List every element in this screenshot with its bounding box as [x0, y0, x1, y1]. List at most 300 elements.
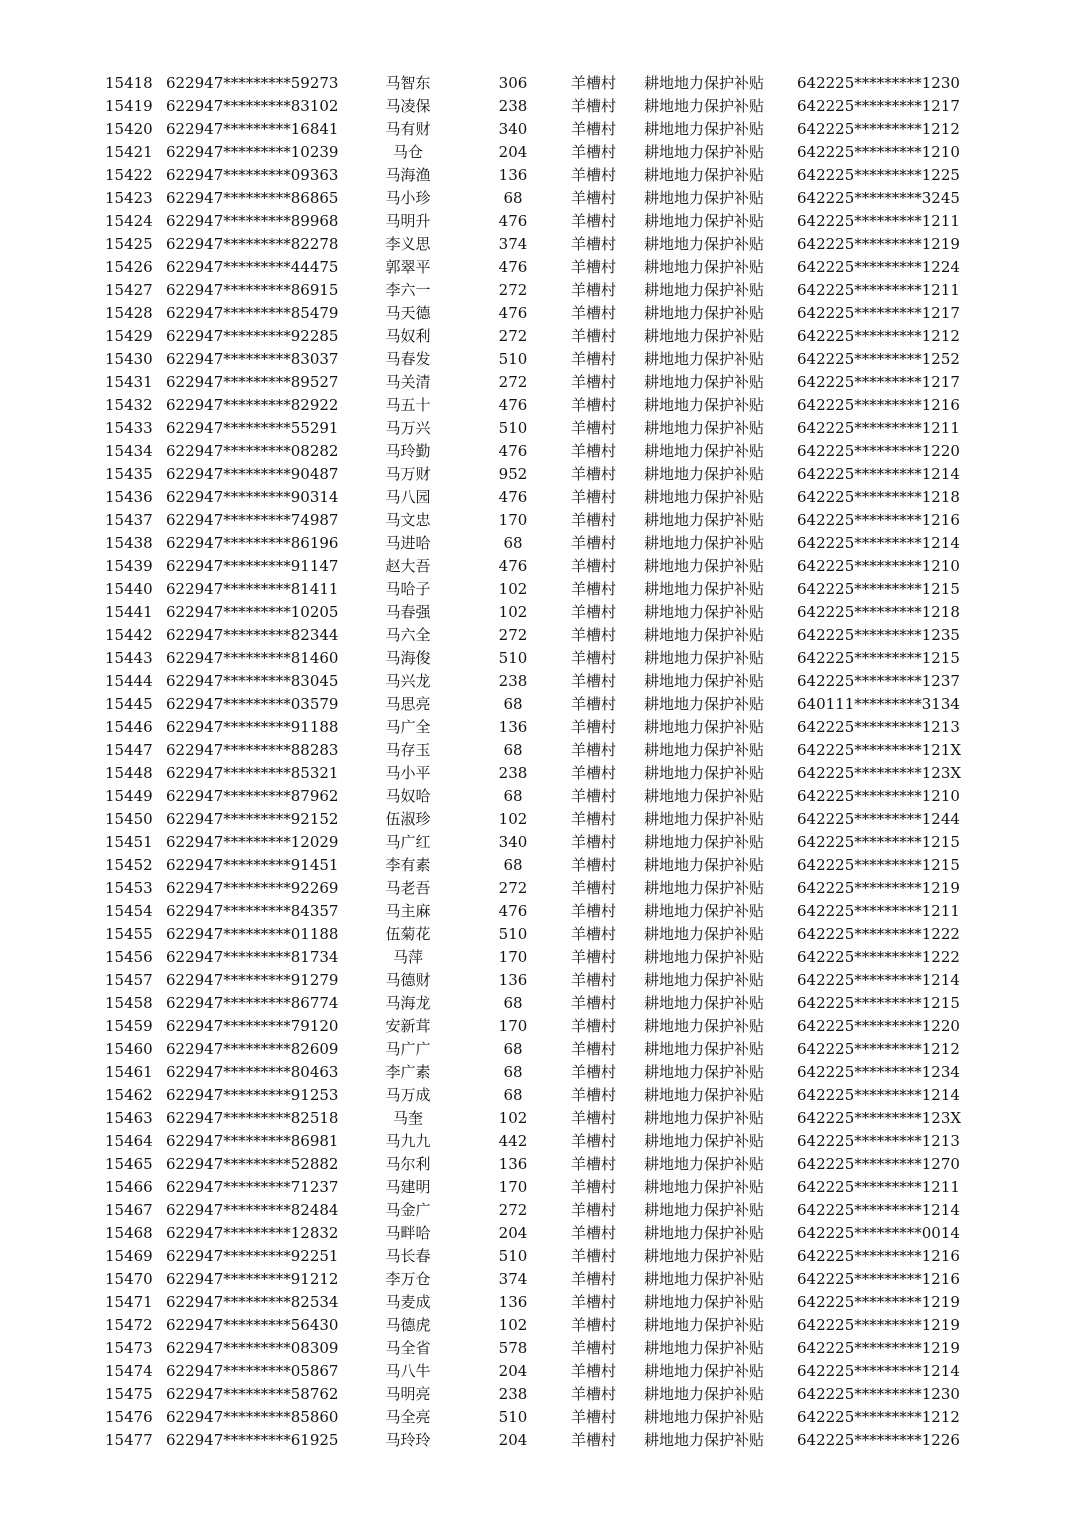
subsidy-type-cell: 耕地地力保护补贴 [644, 1109, 765, 1127]
table-row [0, 1429, 1074, 1452]
id-number-cell: 642225*********1222 [797, 948, 960, 966]
amount-cell: 272 [498, 879, 528, 897]
village-cell: 羊槽村 [571, 626, 617, 644]
table-row [0, 233, 1074, 256]
table-row [0, 1383, 1074, 1406]
row-number-cell: 15443 [105, 649, 153, 667]
village-cell: 羊槽村 [571, 143, 617, 161]
amount-cell: 204 [498, 1362, 528, 1380]
amount-cell: 102 [498, 1316, 528, 1334]
id-number-cell: 642225*********1214 [797, 971, 960, 989]
row-number-cell: 15425 [105, 235, 153, 253]
table-row [0, 670, 1074, 693]
amount-cell: 68 [503, 787, 523, 805]
subsidy-type-cell: 耕地地力保护补贴 [644, 166, 765, 184]
village-cell: 羊槽村 [571, 1408, 617, 1426]
amount-cell: 476 [498, 304, 528, 322]
village-cell: 羊槽村 [571, 396, 617, 414]
amount-cell: 238 [498, 672, 528, 690]
id-number-cell: 642225*********1211 [797, 1178, 960, 1196]
table-row [0, 371, 1074, 394]
row-number-cell: 15430 [105, 350, 153, 368]
name-cell: 马长春 [385, 1247, 431, 1265]
subsidy-type-cell: 耕地地力保护补贴 [644, 1086, 765, 1104]
id-number-cell: 642225*********1230 [797, 74, 960, 92]
amount-cell: 170 [498, 1178, 528, 1196]
subsidy-type-cell: 耕地地力保护补贴 [644, 465, 765, 483]
table-row [0, 1176, 1074, 1199]
account-cell: 622947*********86774 [166, 994, 339, 1012]
village-cell: 羊槽村 [571, 1109, 617, 1127]
table-row [0, 1153, 1074, 1176]
subsidy-type-cell: 耕地地力保护补贴 [644, 212, 765, 230]
village-cell: 羊槽村 [571, 649, 617, 667]
id-number-cell: 642225*********1211 [797, 902, 960, 920]
table-row [0, 1245, 1074, 1268]
subsidy-type-cell: 耕地地力保护补贴 [644, 281, 765, 299]
name-cell: 伍菊花 [385, 925, 431, 943]
row-number-cell: 15455 [105, 925, 153, 943]
village-cell: 羊槽村 [571, 948, 617, 966]
amount-cell: 952 [498, 465, 528, 483]
subsidy-type-cell: 耕地地力保护补贴 [644, 1293, 765, 1311]
table-row [0, 785, 1074, 808]
table-row [0, 256, 1074, 279]
account-cell: 622947*********59273 [166, 74, 339, 92]
table-row [0, 440, 1074, 463]
id-number-cell: 642225*********1216 [797, 1270, 960, 1288]
village-cell: 羊槽村 [571, 718, 617, 736]
amount-cell: 204 [498, 1431, 528, 1449]
amount-cell: 374 [498, 1270, 528, 1288]
account-cell: 622947*********10239 [166, 143, 339, 161]
amount-cell: 136 [498, 1293, 528, 1311]
id-number-cell: 642225*********1217 [797, 97, 960, 115]
village-cell: 羊槽村 [571, 74, 617, 92]
account-cell: 622947*********90314 [166, 488, 339, 506]
table-row [0, 946, 1074, 969]
account-cell: 622947*********91279 [166, 971, 339, 989]
row-number-cell: 15465 [105, 1155, 153, 1173]
row-number-cell: 15450 [105, 810, 153, 828]
name-cell: 马凌保 [385, 97, 431, 115]
id-number-cell: 642225*********1220 [797, 1017, 960, 1035]
id-number-cell: 642225*********1222 [797, 925, 960, 943]
row-number-cell: 15429 [105, 327, 153, 345]
table-row [0, 394, 1074, 417]
amount-cell: 272 [498, 626, 528, 644]
account-cell: 622947*********92269 [166, 879, 339, 897]
village-cell: 羊槽村 [571, 97, 617, 115]
amount-cell: 510 [498, 1408, 528, 1426]
account-cell: 622947*********82534 [166, 1293, 339, 1311]
id-number-cell: 642225*********1214 [797, 1201, 960, 1219]
table-row [0, 1061, 1074, 1084]
name-cell: 马麦成 [385, 1293, 431, 1311]
name-cell: 马建明 [385, 1178, 431, 1196]
village-cell: 羊槽村 [571, 672, 617, 690]
amount-cell: 510 [498, 649, 528, 667]
account-cell: 622947*********03579 [166, 695, 339, 713]
amount-cell: 476 [498, 212, 528, 230]
village-cell: 羊槽村 [571, 1040, 617, 1058]
name-cell: 马玲玲 [385, 1431, 431, 1449]
amount-cell: 204 [498, 143, 528, 161]
name-cell: 马存玉 [385, 741, 431, 759]
account-cell: 622947*********81411 [166, 580, 339, 598]
account-cell: 622947*********92152 [166, 810, 339, 828]
id-number-cell: 642225*********1214 [797, 534, 960, 552]
row-number-cell: 15440 [105, 580, 153, 598]
name-cell: 马广红 [385, 833, 431, 851]
subsidy-type-cell: 耕地地力保护补贴 [644, 994, 765, 1012]
amount-cell: 510 [498, 350, 528, 368]
village-cell: 羊槽村 [571, 442, 617, 460]
subsidy-type-cell: 耕地地力保护补贴 [644, 1431, 765, 1449]
id-number-cell: 642225*********1225 [797, 166, 960, 184]
id-number-cell: 642225*********1216 [797, 1247, 960, 1265]
subsidy-type-cell: 耕地地力保护补贴 [644, 971, 765, 989]
account-cell: 622947*********91188 [166, 718, 339, 736]
table-row [0, 187, 1074, 210]
table-row [0, 1015, 1074, 1038]
village-cell: 羊槽村 [571, 833, 617, 851]
row-number-cell: 15446 [105, 718, 153, 736]
account-cell: 622947*********09363 [166, 166, 339, 184]
amount-cell: 476 [498, 396, 528, 414]
row-number-cell: 15445 [105, 695, 153, 713]
table-row [0, 279, 1074, 302]
subsidy-type-cell: 耕地地力保护补贴 [644, 948, 765, 966]
name-cell: 马主麻 [385, 902, 431, 920]
table-row [0, 1038, 1074, 1061]
name-cell: 马万财 [385, 465, 431, 483]
amount-cell: 136 [498, 971, 528, 989]
subsidy-type-cell: 耕地地力保护补贴 [644, 1270, 765, 1288]
row-number-cell: 15438 [105, 534, 153, 552]
village-cell: 羊槽村 [571, 994, 617, 1012]
account-cell: 622947*********83045 [166, 672, 339, 690]
name-cell: 伍淑珍 [385, 810, 431, 828]
id-number-cell: 642225*********123X [797, 1109, 962, 1127]
village-cell: 羊槽村 [571, 419, 617, 437]
amount-cell: 170 [498, 511, 528, 529]
account-cell: 622947*********92285 [166, 327, 339, 345]
row-number-cell: 15431 [105, 373, 153, 391]
id-number-cell: 642225*********1214 [797, 1362, 960, 1380]
village-cell: 羊槽村 [571, 235, 617, 253]
account-cell: 622947*********16841 [166, 120, 339, 138]
account-cell: 622947*********86196 [166, 534, 339, 552]
table-row [0, 624, 1074, 647]
table-row [0, 463, 1074, 486]
row-number-cell: 15461 [105, 1063, 153, 1081]
row-number-cell: 15468 [105, 1224, 153, 1242]
id-number-cell: 642225*********1226 [797, 1431, 960, 1449]
table-row [0, 854, 1074, 877]
account-cell: 622947*********08282 [166, 442, 339, 460]
id-number-cell: 642225*********1218 [797, 603, 960, 621]
name-cell: 马萍 [392, 948, 423, 966]
village-cell: 羊槽村 [571, 304, 617, 322]
name-cell: 马五十 [385, 396, 431, 414]
subsidy-type-cell: 耕地地力保护补贴 [644, 603, 765, 621]
subsidy-type-cell: 耕地地力保护补贴 [644, 327, 765, 345]
subsidy-type-cell: 耕地地力保护补贴 [644, 419, 765, 437]
row-number-cell: 15422 [105, 166, 153, 184]
account-cell: 622947*********82278 [166, 235, 339, 253]
row-number-cell: 15471 [105, 1293, 153, 1311]
row-number-cell: 15434 [105, 442, 153, 460]
id-number-cell: 642225*********1244 [797, 810, 960, 828]
subsidy-type-cell: 耕地地力保护补贴 [644, 649, 765, 667]
row-number-cell: 15420 [105, 120, 153, 138]
amount-cell: 306 [498, 74, 528, 92]
village-cell: 羊槽村 [571, 1270, 617, 1288]
table-row [0, 601, 1074, 624]
account-cell: 622947*********82344 [166, 626, 339, 644]
subsidy-type-cell: 耕地地力保护补贴 [644, 1224, 765, 1242]
amount-cell: 68 [503, 1040, 523, 1058]
account-cell: 622947*********85321 [166, 764, 339, 782]
subsidy-type-cell: 耕地地力保护补贴 [644, 902, 765, 920]
subsidy-type-cell: 耕地地力保护补贴 [644, 396, 765, 414]
id-number-cell: 642225*********1215 [797, 994, 960, 1012]
subsidy-type-cell: 耕地地力保护补贴 [644, 1040, 765, 1058]
account-cell: 622947*********79120 [166, 1017, 339, 1035]
village-cell: 羊槽村 [571, 212, 617, 230]
village-cell: 羊槽村 [571, 166, 617, 184]
name-cell: 马德财 [385, 971, 431, 989]
amount-cell: 238 [498, 764, 528, 782]
name-cell: 马玲勤 [385, 442, 431, 460]
table-row [0, 1314, 1074, 1337]
row-number-cell: 15432 [105, 396, 153, 414]
village-cell: 羊槽村 [571, 327, 617, 345]
id-number-cell: 642225*********1210 [797, 787, 960, 805]
row-number-cell: 15476 [105, 1408, 153, 1426]
name-cell: 马海渔 [385, 166, 431, 184]
id-number-cell: 642225*********1215 [797, 856, 960, 874]
amount-cell: 102 [498, 810, 528, 828]
row-number-cell: 15433 [105, 419, 153, 437]
account-cell: 622947*********82484 [166, 1201, 339, 1219]
account-cell: 622947*********08309 [166, 1339, 339, 1357]
amount-cell: 272 [498, 1201, 528, 1219]
id-number-cell: 642225*********1212 [797, 1408, 960, 1426]
account-cell: 622947*********61925 [166, 1431, 339, 1449]
id-number-cell: 642225*********1218 [797, 488, 960, 506]
subsidy-type-cell: 耕地地力保护补贴 [644, 1247, 765, 1265]
table-row [0, 1291, 1074, 1314]
table-row [0, 693, 1074, 716]
row-number-cell: 15467 [105, 1201, 153, 1219]
subsidy-type-cell: 耕地地力保护补贴 [644, 856, 765, 874]
row-number-cell: 15441 [105, 603, 153, 621]
subsidy-type-cell: 耕地地力保护补贴 [644, 557, 765, 575]
amount-cell: 340 [498, 120, 528, 138]
table-row [0, 578, 1074, 601]
table-row [0, 141, 1074, 164]
subsidy-type-cell: 耕地地力保护补贴 [644, 925, 765, 943]
id-number-cell: 642225*********1213 [797, 1132, 960, 1150]
village-cell: 羊槽村 [571, 1017, 617, 1035]
id-number-cell: 642225*********123X [797, 764, 962, 782]
name-cell: 李六一 [385, 281, 431, 299]
id-number-cell: 642225*********1252 [797, 350, 960, 368]
name-cell: 李广素 [385, 1063, 431, 1081]
subsidy-table [0, 72, 1074, 1452]
row-number-cell: 15454 [105, 902, 153, 920]
subsidy-type-cell: 耕地地力保护补贴 [644, 97, 765, 115]
account-cell: 622947*********90487 [166, 465, 339, 483]
name-cell: 马德虎 [385, 1316, 431, 1334]
subsidy-type-cell: 耕地地力保护补贴 [644, 1132, 765, 1150]
village-cell: 羊槽村 [571, 856, 617, 874]
name-cell: 马奴利 [385, 327, 431, 345]
table-row [0, 417, 1074, 440]
id-number-cell: 642225*********1211 [797, 281, 960, 299]
row-number-cell: 15473 [105, 1339, 153, 1357]
amount-cell: 510 [498, 1247, 528, 1265]
subsidy-type-cell: 耕地地力保护补贴 [644, 304, 765, 322]
amount-cell: 170 [498, 948, 528, 966]
row-number-cell: 15457 [105, 971, 153, 989]
name-cell: 马全亮 [385, 1408, 431, 1426]
amount-cell: 476 [498, 902, 528, 920]
name-cell: 马哈子 [385, 580, 431, 598]
amount-cell: 374 [498, 235, 528, 253]
subsidy-type-cell: 耕地地力保护补贴 [644, 74, 765, 92]
subsidy-type-cell: 耕地地力保护补贴 [644, 373, 765, 391]
name-cell: 马思亮 [385, 695, 431, 713]
table-row [0, 302, 1074, 325]
village-cell: 羊槽村 [571, 1155, 617, 1173]
name-cell: 马尔利 [385, 1155, 431, 1173]
account-cell: 622947*********74987 [166, 511, 339, 529]
account-cell: 622947*********83102 [166, 97, 339, 115]
row-number-cell: 15470 [105, 1270, 153, 1288]
village-cell: 羊槽村 [571, 557, 617, 575]
row-number-cell: 15424 [105, 212, 153, 230]
amount-cell: 68 [503, 1063, 523, 1081]
account-cell: 622947*********12029 [166, 833, 339, 851]
subsidy-type-cell: 耕地地力保护补贴 [644, 488, 765, 506]
account-cell: 622947*********86865 [166, 189, 339, 207]
subsidy-type-cell: 耕地地力保护补贴 [644, 534, 765, 552]
id-number-cell: 642225*********1224 [797, 258, 960, 276]
name-cell: 马奎 [392, 1109, 423, 1127]
row-number-cell: 15436 [105, 488, 153, 506]
village-cell: 羊槽村 [571, 902, 617, 920]
table-row [0, 831, 1074, 854]
account-cell: 622947*********89968 [166, 212, 339, 230]
amount-cell: 136 [498, 718, 528, 736]
subsidy-type-cell: 耕地地力保护补贴 [644, 1339, 765, 1357]
account-cell: 622947*********83037 [166, 350, 339, 368]
table-row [0, 555, 1074, 578]
village-cell: 羊槽村 [571, 1247, 617, 1265]
table-row [0, 532, 1074, 555]
table-row [0, 762, 1074, 785]
village-cell: 羊槽村 [571, 764, 617, 782]
account-cell: 622947*********56430 [166, 1316, 339, 1334]
account-cell: 622947*********91253 [166, 1086, 339, 1104]
name-cell: 马九九 [385, 1132, 431, 1150]
amount-cell: 170 [498, 1017, 528, 1035]
name-cell: 马兴龙 [385, 672, 431, 690]
subsidy-type-cell: 耕地地力保护补贴 [644, 1362, 765, 1380]
id-number-cell: 642225*********1217 [797, 304, 960, 322]
amount-cell: 68 [503, 741, 523, 759]
id-number-cell: 642225*********1214 [797, 1086, 960, 1104]
id-number-cell: 642225*********1210 [797, 557, 960, 575]
name-cell: 马万成 [385, 1086, 431, 1104]
name-cell: 马金广 [385, 1201, 431, 1219]
subsidy-type-cell: 耕地地力保护补贴 [644, 764, 765, 782]
village-cell: 羊槽村 [571, 465, 617, 483]
account-cell: 622947*********58762 [166, 1385, 339, 1403]
name-cell: 马奴哈 [385, 787, 431, 805]
row-number-cell: 15463 [105, 1109, 153, 1127]
account-cell: 622947*********88283 [166, 741, 339, 759]
name-cell: 安新茸 [385, 1017, 431, 1035]
village-cell: 羊槽村 [571, 787, 617, 805]
village-cell: 羊槽村 [571, 925, 617, 943]
amount-cell: 442 [498, 1132, 528, 1150]
name-cell: 马八园 [385, 488, 431, 506]
subsidy-type-cell: 耕地地力保护补贴 [644, 143, 765, 161]
village-cell: 羊槽村 [571, 1339, 617, 1357]
subsidy-type-cell: 耕地地力保护补贴 [644, 741, 765, 759]
village-cell: 羊槽村 [571, 534, 617, 552]
village-cell: 羊槽村 [571, 1293, 617, 1311]
account-cell: 622947*********81734 [166, 948, 339, 966]
account-cell: 622947*********12832 [166, 1224, 339, 1242]
row-number-cell: 15451 [105, 833, 153, 851]
id-number-cell: 642225*********1234 [797, 1063, 960, 1081]
amount-cell: 272 [498, 327, 528, 345]
id-number-cell: 642225*********1237 [797, 672, 960, 690]
table-row [0, 1268, 1074, 1291]
row-number-cell: 15456 [105, 948, 153, 966]
id-number-cell: 642225*********1219 [797, 235, 960, 253]
row-number-cell: 15447 [105, 741, 153, 759]
account-cell: 622947*********86981 [166, 1132, 339, 1150]
name-cell: 马海龙 [385, 994, 431, 1012]
village-cell: 羊槽村 [571, 971, 617, 989]
id-number-cell: 642225*********1219 [797, 1293, 960, 1311]
subsidy-type-cell: 耕地地力保护补贴 [644, 1316, 765, 1334]
table-row [0, 1360, 1074, 1383]
village-cell: 羊槽村 [571, 1178, 617, 1196]
id-number-cell: 642225*********3245 [797, 189, 960, 207]
amount-cell: 102 [498, 580, 528, 598]
subsidy-type-cell: 耕地地力保护补贴 [644, 879, 765, 897]
id-number-cell: 642225*********1220 [797, 442, 960, 460]
village-cell: 羊槽村 [571, 350, 617, 368]
village-cell: 羊槽村 [571, 695, 617, 713]
table-row [0, 992, 1074, 1015]
table-row [0, 95, 1074, 118]
name-cell: 马六全 [385, 626, 431, 644]
table-row [0, 716, 1074, 739]
table-row [0, 1406, 1074, 1429]
amount-cell: 272 [498, 373, 528, 391]
row-number-cell: 15475 [105, 1385, 153, 1403]
account-cell: 622947*********01188 [166, 925, 339, 943]
table-row [0, 1130, 1074, 1153]
